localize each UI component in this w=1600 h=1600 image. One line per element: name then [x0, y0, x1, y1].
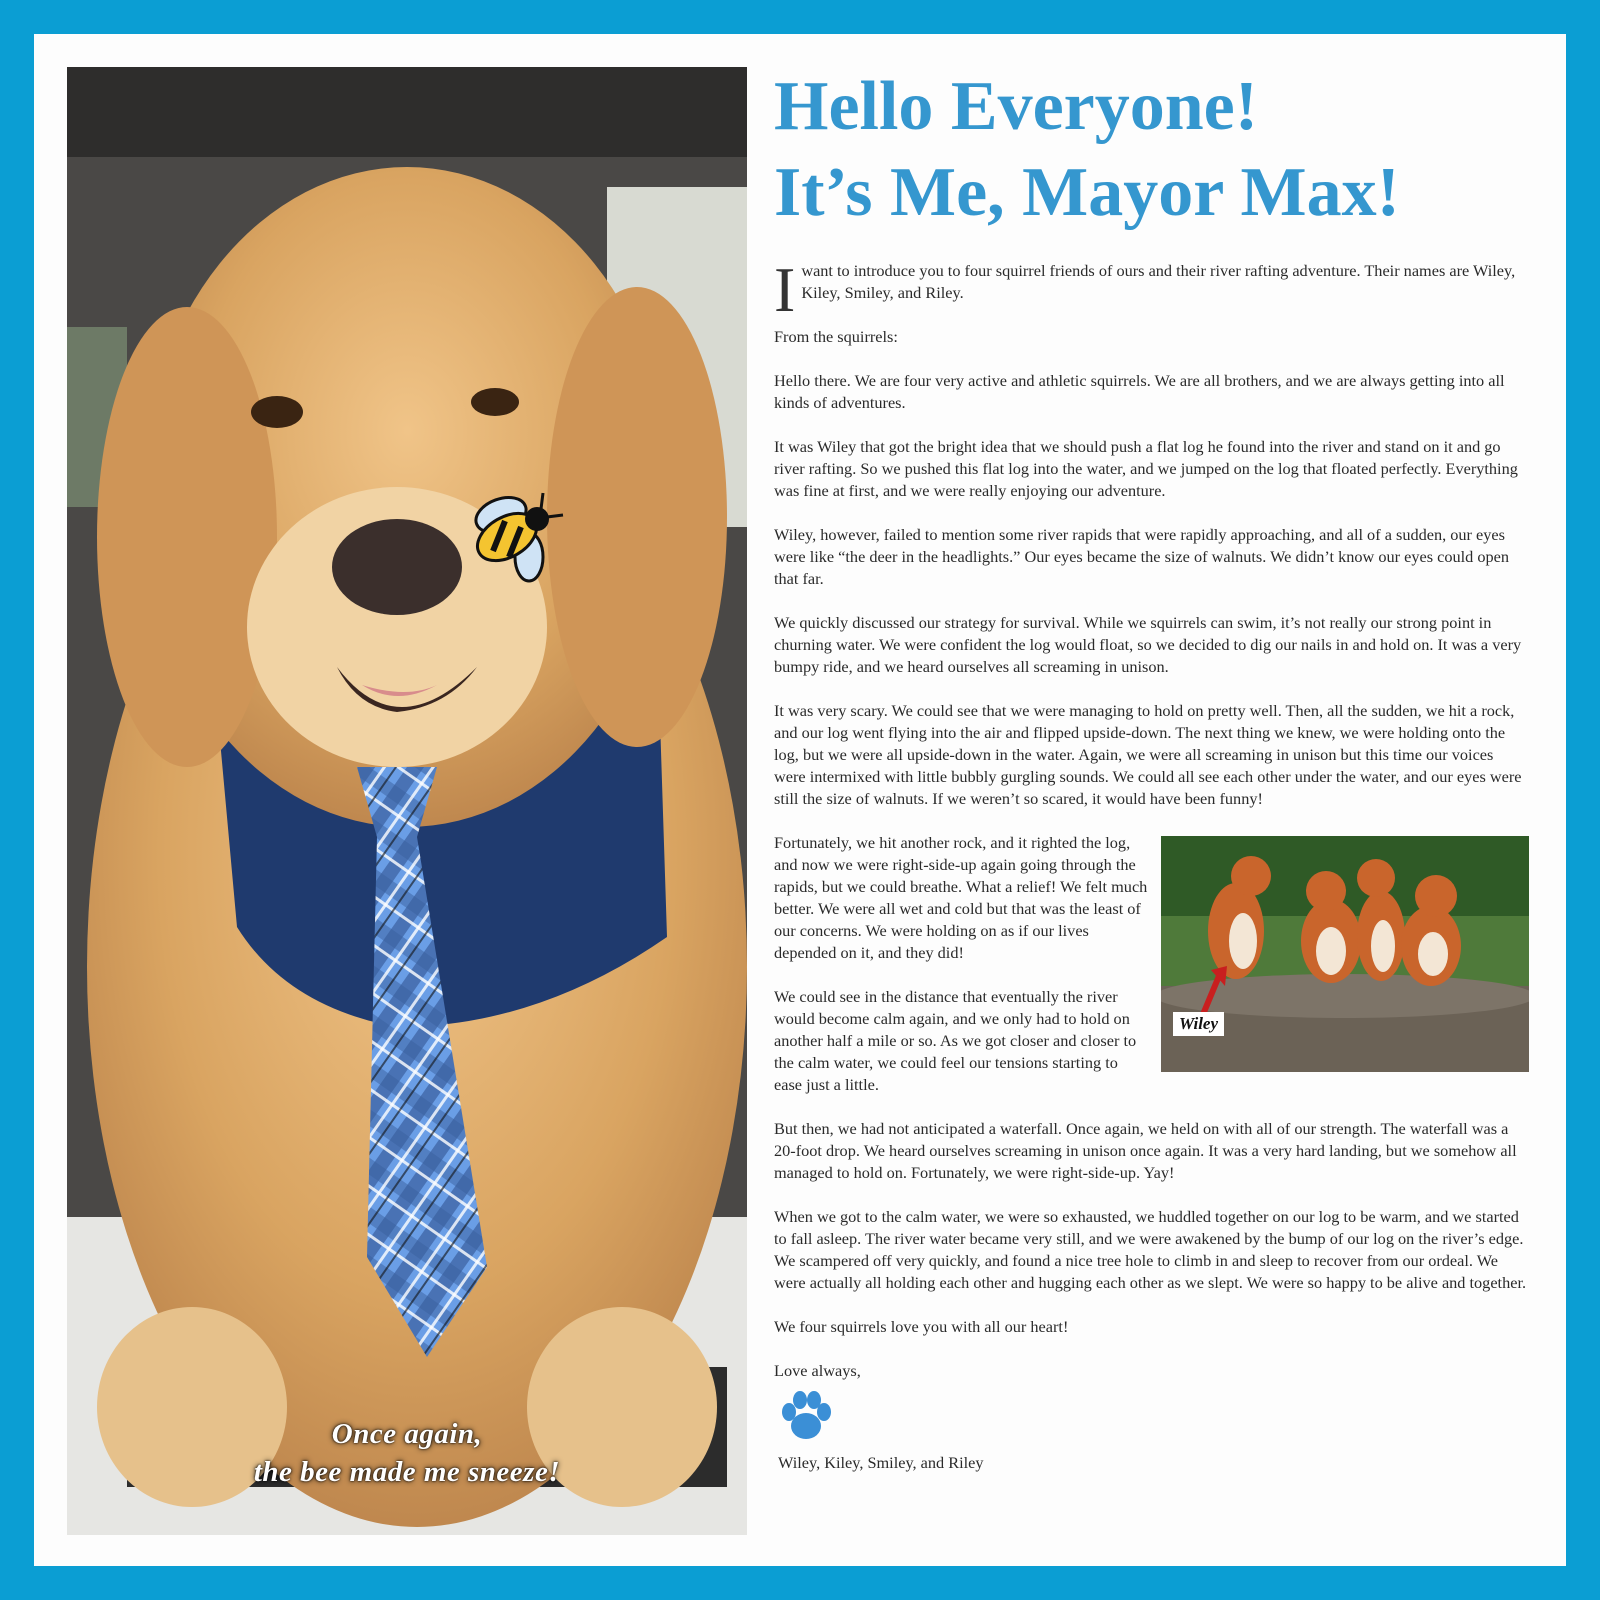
page-title [774, 64, 1400, 236]
article-body [774, 254, 1529, 1474]
caption-line-2: the bee made me sneeze! [253, 1456, 561, 1488]
golden-retriever-illustration [67, 67, 747, 1535]
paragraph-2: It was Wiley that got the bright idea that we should push a flat log he found into the river and stand on it and go river rafting. So we pushed this flat log into the water, and we jumped on the log that floated perfectly. Everything was fine at first, and we were really enjoying our adventure. [774, 437, 1518, 500]
caption-line-1: Once again, [331, 1418, 483, 1450]
paragraph-6: Fortunately, we hit another rock, and it righted the log, and now we were right-side-up again going through the rapids, but we could breathe. What a relief! We felt much better. We were all wet and cold but that was the least of our concerns. We were holding on as if our lives depended on it, and they did! [774, 833, 1148, 962]
title-line-2: It’s Me, Mayor Max! [774, 154, 1400, 231]
wiley-label: Wiley [1173, 1012, 1224, 1036]
paragraph-8: But then, we had not anticipated a waterfall. Once again, we held on with all of our strength. The waterfall was a 20-foot drop. We heard ourselves screaming in unison once again. It was a very hard landing, but we somehow all managed to hold on. Fortunately, we were right-side-up. Yay! [774, 1119, 1517, 1182]
paragraph-9: When we got to the calm water, we were so exhausted, we huddled together on our log to be warm, and we started to fall asleep. The river water became very still, and we were awakened by the bump of our log on the river’s edge. We scampered off very quickly, and found a nice tree hole to climb in and sleep to recover from our ordeal. We were actually all holding each other and hugging each other as we slept. We were so happy to be alive and together. [774, 1207, 1527, 1292]
intro-paragraph [774, 254, 1529, 325]
newsletter-page [34, 34, 1566, 1566]
mayor-max-photo [67, 67, 747, 1535]
paragraph-4: We quickly discussed our strategy for survival. While we squirrels can swim, it’s not really our strong point in churning water. We were confident the log would float, so we decided to dig our nails in and hold on. It was a very bumpy ride, and we heard ourselves all screaming in unison. [774, 613, 1522, 676]
drop-cap: I [774, 254, 796, 325]
closing: Love always, [774, 1361, 861, 1380]
squirrels-illustration [1161, 836, 1529, 1072]
paragraph-10: We four squirrels love you with all our heart! [774, 1317, 1069, 1336]
photo-caption [67, 1415, 747, 1491]
from-line: From the squirrels: [774, 327, 898, 346]
paragraph-3: Wiley, however, failed to mention some river rapids that were rapidly approaching, and all of a sudden, our eyes were like “the deer in the headlights.” Our eyes became the size of walnuts. We didn’t know our eyes could open that far. [774, 525, 1510, 588]
paragraph-7: We could see in the distance that eventually the river would become calm again, and we only had to hold on another half a mile or so. As we got closer and closer to the calm water, we could feel our tensions starting to ease just a little. [774, 987, 1137, 1094]
paw-print-icon [776, 1386, 836, 1446]
intro-text: want to introduce you to four squirrel friends of ours and their river rafting adventure. Their names are Wiley, Kiley, Smiley, and Riley. [801, 261, 1516, 302]
paragraph-5: It was very scary. We could see that we were managing to hold on pretty well. Then, all the sudden, we hit a rock, and our log went flying into the air and flipped upside-down. The next thing we knew, we were holding onto the log, but we were all upside-down in the water. Again, we were all screaming in unison but this time our voices were intermixed with little bubbly gurgling sounds. We could all see each other under the water, and our eyes were still the size of walnuts. If we weren’t so scared, it would have been funny! [774, 701, 1522, 808]
title-line-1: Hello Everyone! [774, 68, 1259, 145]
paragraph-1: Hello there. We are four very active and athletic squirrels. We are all brothers, and we are always getting into all kinds of adventures. [774, 371, 1505, 412]
signature: Wiley, Kiley, Smiley, and Riley [778, 1453, 984, 1472]
paragraph-6-wrap [774, 832, 1529, 1033]
squirrels-photo [1161, 836, 1529, 1072]
